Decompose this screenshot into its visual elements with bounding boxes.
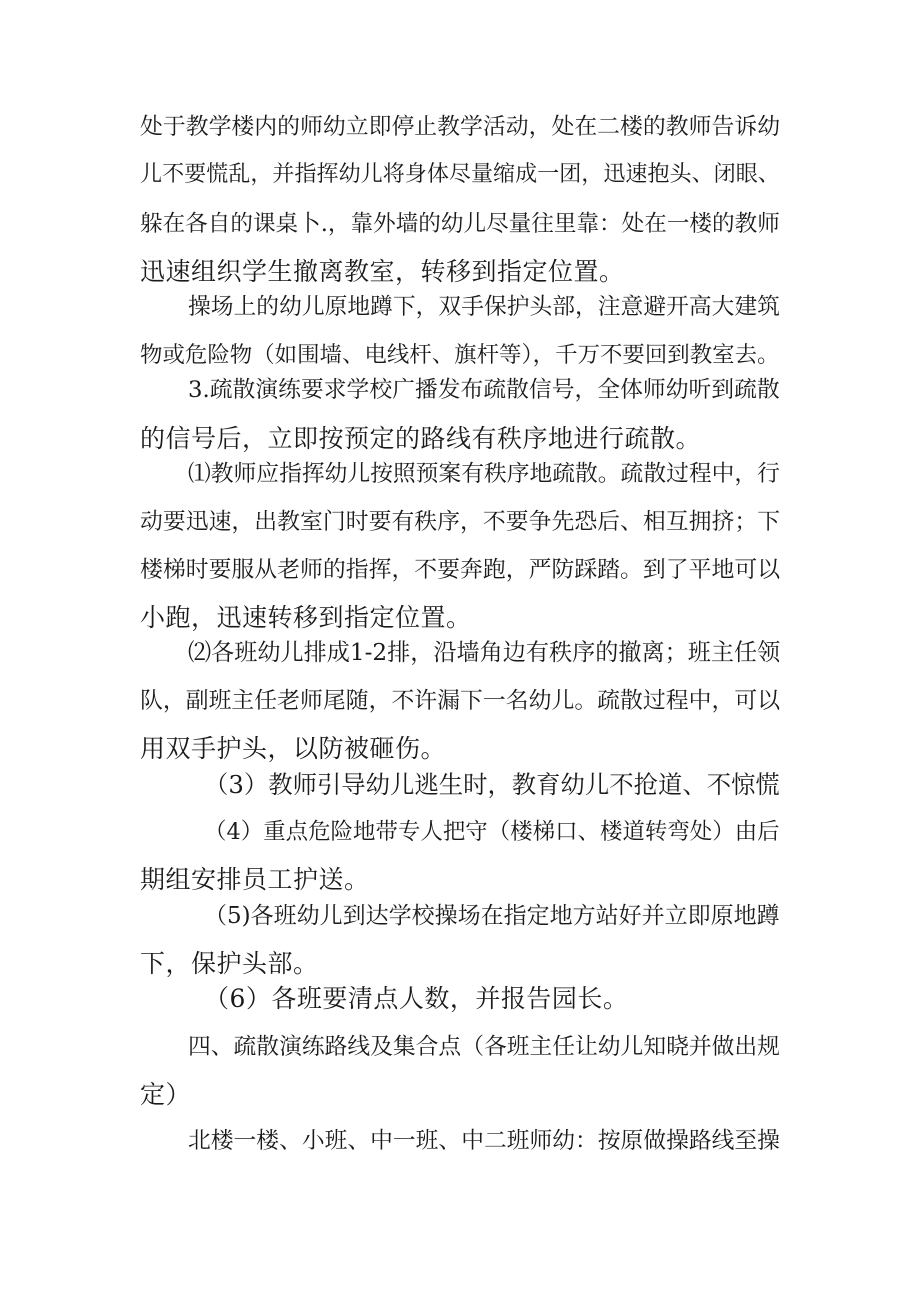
text-line: 北楼一楼、小班、中一班、中二班师幼：按原做操路线至操 <box>188 1128 780 1154</box>
text-line: 四、疏散演练路线及集合点（各班主任让幼儿知晓并做出规 <box>188 1034 780 1060</box>
text-line: （5)各班幼儿到达学校操场在指定地方站好并立即原地蹲 <box>204 903 780 929</box>
text-line: ⑴教师应指挥幼儿按照预案有秩序地疏散。疏散过程中，行 <box>188 461 780 487</box>
text-line: 下，保护头部。 <box>140 949 319 978</box>
text-line: 儿不要慌乱，并指挥幼儿将身体尽量缩成一团，迅速抱头、闭眼、 <box>140 162 780 187</box>
text-line: （6）各班要清点人数，并报告园长。 <box>204 984 629 1013</box>
text-line: 躲在各自的课桌卜.，靠外墙的幼儿尽量往里靠：处在一楼的教师 <box>140 211 780 237</box>
text-line: 操场上的幼儿原地蹲下，双手保护头部，注意避开高大建筑 <box>188 294 780 320</box>
text-line: ⑵各班幼儿排成1-2排，沿墙角边有秩序的撤离；班主任领 <box>188 640 781 666</box>
text-line: 期组安排员工护送。 <box>140 865 370 894</box>
text-line: 用双手护头，以防被砸伤。 <box>140 734 447 763</box>
text-line: 3.疏散演练要求学校广播发布疏散信号，全体师幼听到疏散 <box>188 377 780 403</box>
text-line: 动要迅速，出教室门时要有秩序，不要争先恐后、相互拥挤；下 <box>140 509 781 535</box>
text-line: 处于教学楼内的师幼立即停止教学活动，处在二楼的教师告诉幼 <box>140 114 781 140</box>
text-line: 物或危险物（如围墙、电线杆、旗杆等），千万不要回到教室去。 <box>140 342 780 368</box>
text-line: （4）重点危险地带专人把守（楼梯口、楼道转弯处）由后 <box>204 819 780 845</box>
text-line: 队，副班主任老师尾随，不许漏下一名幼儿。疏散过程中，可以 <box>140 688 781 714</box>
text-line: 小跑，迅速转移到指定位置。 <box>140 603 472 632</box>
text-line: 的信号后，立即按预定的路线有秩序地进行疏散。 <box>140 424 702 453</box>
text-line: 楼梯时要服从老师的指挥，不要奔跑，严防踩踏。到了平地可以 <box>140 557 781 583</box>
text-line: （3）教师引导幼儿逃生时，教育幼儿不抢道、不惊慌 <box>204 770 780 799</box>
text-line: 迅速组织学生撤离教室，转移到指定位置。 <box>140 257 625 286</box>
text-line: 定） <box>140 1080 192 1109</box>
